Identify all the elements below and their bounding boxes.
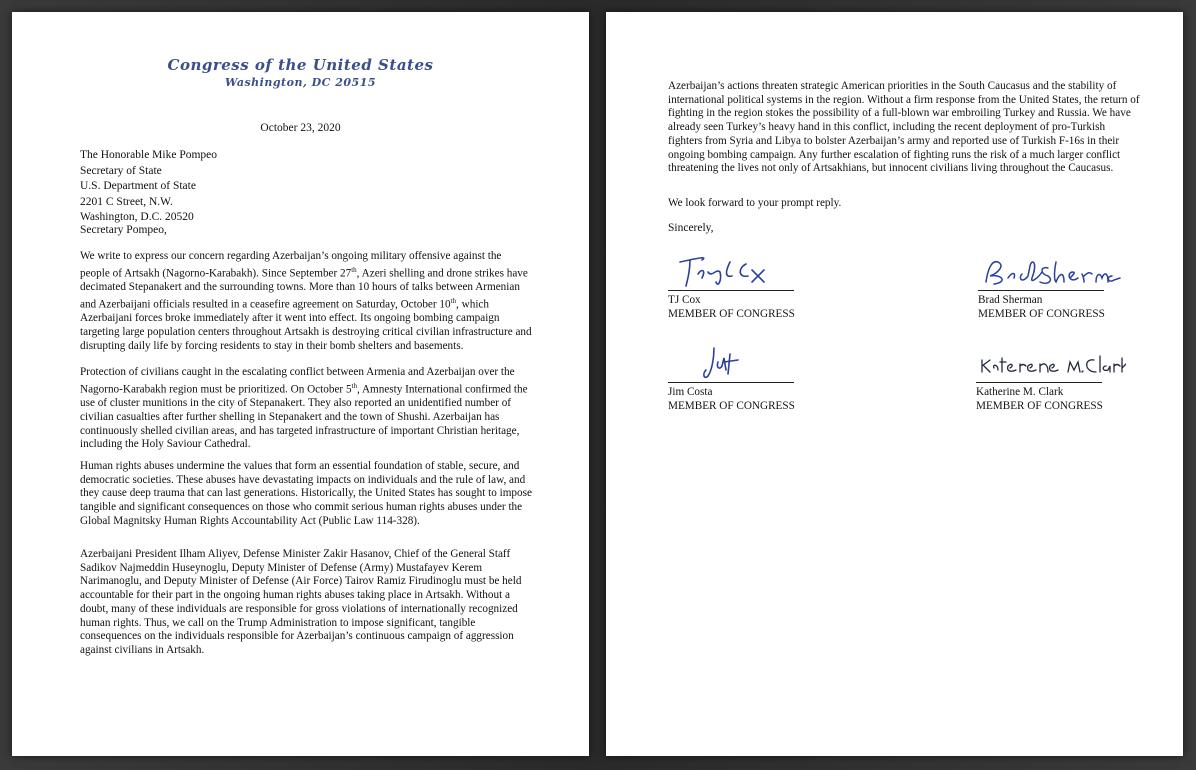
letterhead-title: Congress of the United States xyxy=(167,56,434,74)
paragraph xyxy=(80,548,532,658)
recipient-line: U.S. Department of State xyxy=(80,180,196,192)
signature-jim-costa xyxy=(668,340,798,382)
paragraph-text: Human rights abuses undermine the values that form an essential foundation of stable, secure, and democratic societies. These abuses have devastating impacts on individuals and the rule of law, and they cause deep trauma that can last generations. Historically, the United States has sought to impose tangible and significant consequences on those who commit serious human rights abuses under the Global Magnitsky Human Rights Accountability Act (Public Law 114-328). xyxy=(80,460,532,527)
signature-brad-sherman xyxy=(978,248,1128,290)
signature-line xyxy=(976,382,1102,383)
signatory-title: MEMBER OF CONGRESS xyxy=(978,308,1105,320)
letterhead-subtitle: Washington, DC 20515 xyxy=(224,76,377,89)
signatory-name: Jim Costa xyxy=(668,386,713,398)
signature-line xyxy=(668,382,794,383)
signatory-title: MEMBER OF CONGRESS xyxy=(976,400,1103,412)
signatory-name: Brad Sherman xyxy=(978,294,1043,306)
salutation: Secretary Pompeo, xyxy=(80,224,167,236)
paragraph xyxy=(80,250,532,353)
signature-block xyxy=(978,248,1128,321)
signature-block xyxy=(668,340,798,413)
paragraph-text: Protection of civilians caught in the escalating conflict between Armenia and Azerbaijan over the Nagorno-Karabakh region must be prioritized. On October 5th, Amnesty International confirmed the use of cluster munitions in the city of Stepanakert. They also reported an unidentified number of civilian casualties after further shelling in Stepanakert and the town of Shushi. Azerbaijan has continuously shelled civilian areas, and has targeted infrastructure of important Christian heritage, including the Holy Saviour Cathedral. xyxy=(80,366,528,451)
paragraph-text: Azerbaijani President Ilham Aliyev, Defense Minister Zakir Hasanov, Chief of the General Staff Sadikov Najmeddin Huseynoglu, Deputy Minister of Defense (Army) Mustafayev Kerem Narimanoglu, and Deputy Minister of Defense (Air Force) Tairov Ramiz Firudinoglu must be held accountable for their part in the ongoing human rights abuses taking place in Artsakh. Without a doubt, many of these individuals are responsible for gross violations of internationally recognized human rights. Thus, we call on the Trump Administration to impose significant, tangible consequences on the individuals responsible for Azerbaijan’s continuous campaign of aggression against civilians in Artsakh. xyxy=(80,548,522,656)
paragraph-text: We look forward to your prompt reply. xyxy=(668,197,842,209)
recipient-address xyxy=(80,148,217,226)
letter-page-2 xyxy=(606,12,1183,756)
signatory-name: Katherine M. Clark xyxy=(976,386,1064,398)
letter-date: October 23, 2020 xyxy=(260,122,341,134)
signature-katherine-clark xyxy=(976,340,1126,382)
signature-block xyxy=(668,248,798,321)
paragraph-text: We write to express our concern regarding Azerbaijan’s ongoing military offensive against the people of Artsakh (Nagorno-Karabakh). Since September 27th, Azeri shelling and drone strikes have decimated Stepanakert and the surrounding towns. More than 10 hours of talks between Armenian and Azerbaijani officials resulted in a ceasefire agreement on Saturday, October 10th, which Azerbaijani forces broke immediately after it went into effect. Its ongoing bombing campaign targeting large population centers throughout Artsakh is destroying critical civilian infrastructure and disrupting daily life by forcing residents to stay in their bomb shelters and basements. xyxy=(80,250,532,352)
closing: Sincerely, xyxy=(668,222,714,234)
paragraph xyxy=(80,366,532,452)
recipient-line: 2201 C Street, N.W. xyxy=(80,195,173,208)
recipient-line: Secretary of State xyxy=(80,164,162,177)
letter-page-1 xyxy=(12,12,589,756)
signature-block xyxy=(976,340,1126,413)
signature-tj-cox xyxy=(668,248,798,290)
signature-line xyxy=(668,290,794,291)
signature-line xyxy=(978,290,1104,291)
paragraph xyxy=(668,80,1140,176)
recipient-line: The Honorable Mike Pompeo xyxy=(80,149,218,161)
paragraph-text: Azerbaijan’s actions threaten strategic American priorities in the South Caucasus and the stability of international political systems in the region. Without a firm response from the United States, the return of fighting in the region stokes the possibility of a full-blown war embroiling Turkey and Russia. We have already seen Turkey’s heavy hand in this conflict, including the recent deployment of pro-Turkish fighters from Syria and Libya to bolster Azerbaijan’s army and reported use of Turkish F-16s in their ongoing bombing campaign. Any further escalation of fighting runs the risk of a much larger conflict threatening the lives not only of Artsakhians, but innocent civilians living throughout the Caucasus. xyxy=(668,80,1140,175)
signatory-title: MEMBER OF CONGRESS xyxy=(668,400,795,412)
signatory-title: MEMBER OF CONGRESS xyxy=(668,308,795,320)
paragraph xyxy=(668,197,1140,211)
recipient-line: Washington, D.C. 20520 xyxy=(80,211,194,223)
signatory-name: TJ Cox xyxy=(668,294,701,306)
paragraph xyxy=(80,460,532,529)
